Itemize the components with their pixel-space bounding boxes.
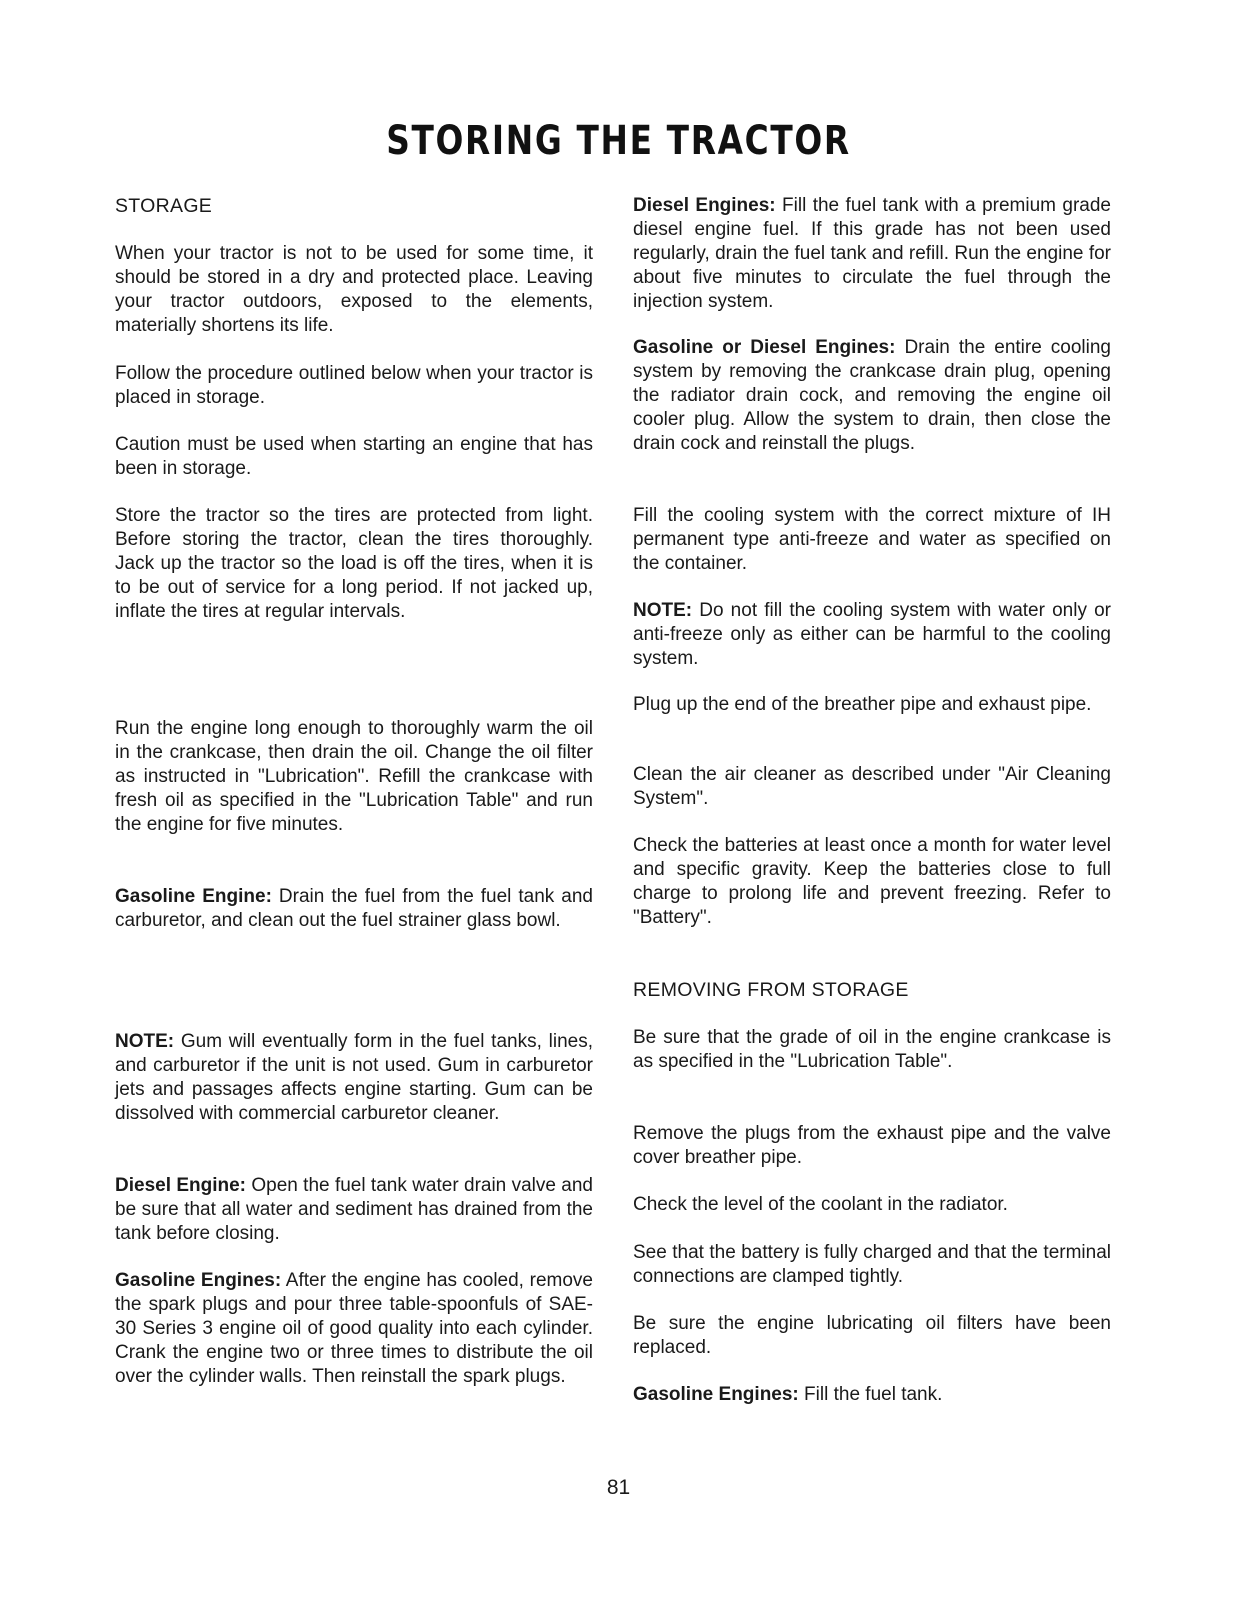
paragraph-caution: Caution must be used when starting an engine that has been in storage. [115,434,593,479]
paragraph-gum-note: NOTE: Gum will eventually form in the fuel tanks, lines, and carburetor if the unit is not used. Gum in carburetor jets and passages affects engine starting. Gum can be dissolved with commercial carburetor cleaner. [115,1031,593,1124]
paragraph-fill-tank: Gasoline Engines: Fill the fuel tank. [633,1384,943,1405]
paragraph-remove-plugs: Remove the plugs from the exhaust pipe and the valve cover breather pipe. [633,1123,1111,1168]
gasoline-engines-label: Gasoline Engines: [633,1384,799,1405]
gasoline-engine-label: Gasoline Engine: [115,886,272,907]
paragraph-gasoline-engines: Gasoline Engines: After the engine has cooled, remove the spark plugs and pour three table-spoonfuls of SAE-30 Series 3 engine oil of good quality into each cylinder. Crank the engine two or three times to distribute the oil over the cylinder walls. Then reinstall the spark plugs. [115,1270,593,1387]
gasoline-or-diesel-label: Gasoline or Diesel Engines: [633,337,896,358]
paragraph-batteries: Check the batteries at least once a month for water level and specific gravity. Keep the batteries close to full charge to prolong life and prevent freezing. Refer to "Battery". [633,835,1111,928]
paragraph-diesel-engine: Diesel Engine: Open the fuel tank water drain valve and be sure that all water and sediment has drained from the tank before closing. [115,1175,594,1244]
paragraph-plug-pipes: Plug up the end of the breather pipe and exhaust pipe. [633,694,1092,715]
paragraph-coolant: Check the level of the coolant in the radiator. [633,1194,1008,1215]
paragraph-cooling-drain: Gasoline or Diesel Engines: Drain the entire cooling system by removing the crankcase drain plug, opening the radiator drain cock, and removing the engine oil cooler plug. Allow the system to drain, then close the drain cock and reinstall the plugs. [633,337,1111,454]
storage-heading: STORAGE [115,195,213,217]
paragraph-tires: Store the tractor so the tires are protected from light. Before storing the tractor, clean the tires thoroughly. Jack up the tractor so the load is off the tires, when it is to be out of service for a long period. If not jacked up, inflate the tires at regular intervals. [115,505,593,622]
removing-heading: REMOVING FROM STORAGE [633,979,909,1001]
paragraph-procedure: Follow the procedure outlined below when your tractor is placed in storage. [115,363,593,408]
paragraph-battery-charged: See that the battery is fully charged and that the terminal connections are clamped tightly. [633,1242,1111,1287]
paragraph-storage-intro: When your tractor is not to be used for some time, it should be stored in a dry and protected place. Leaving your tractor outdoors, exposed to the elements, materially shortens its life. [115,243,593,336]
diesel-engines-label: Diesel Engines: [633,195,776,216]
page-number: 81 [606,1476,631,1499]
note-label: NOTE: [633,600,693,621]
paragraph-run-engine: Run the engine long enough to thoroughly warm the oil in the crankcase, then drain the oil. Change the oil filter as instructed in "Lubrication". Refill the crankcase with fresh oil as specified in the "Lubrication Table" and run the engine for five minutes. [115,718,593,835]
page-title: STORING THE TRACTOR [386,118,851,164]
diesel-engine-label: Diesel Engine: [115,1175,246,1196]
paragraph-gasoline-engine: Gasoline Engine: Drain the fuel from the fuel tank and carburetor, and clean out the fuel strainer glass bowl. [115,886,593,931]
gasoline-engines-label: Gasoline Engines: [115,1270,282,1291]
paragraph-cooling-note: NOTE: Do not fill the cooling system with water only or anti-freeze only as either can be harmful to the cooling system. [633,600,1111,669]
note-label: NOTE: [115,1031,175,1052]
paragraph-air-cleaner: Clean the air cleaner as described under "Air Cleaning System". [633,764,1111,809]
paragraph-antifreeze: Fill the cooling system with the correct mixture of IH permanent type anti-freeze and water as specified on the container. [633,505,1111,574]
paragraph-oil-filters: Be sure the engine lubricating oil filters have been replaced. [633,1313,1111,1358]
paragraph-diesel-engines: Diesel Engines: Fill the fuel tank with a premium grade diesel engine fuel. If this grade has not been used regularly, drain the fuel tank and refill. Run the engine for about five minutes to circulate the fuel through the injection system. [633,195,1111,312]
paragraph-oil-grade: Be sure that the grade of oil in the engine crankcase is as specified in the "Lubrication Table". [633,1027,1111,1072]
